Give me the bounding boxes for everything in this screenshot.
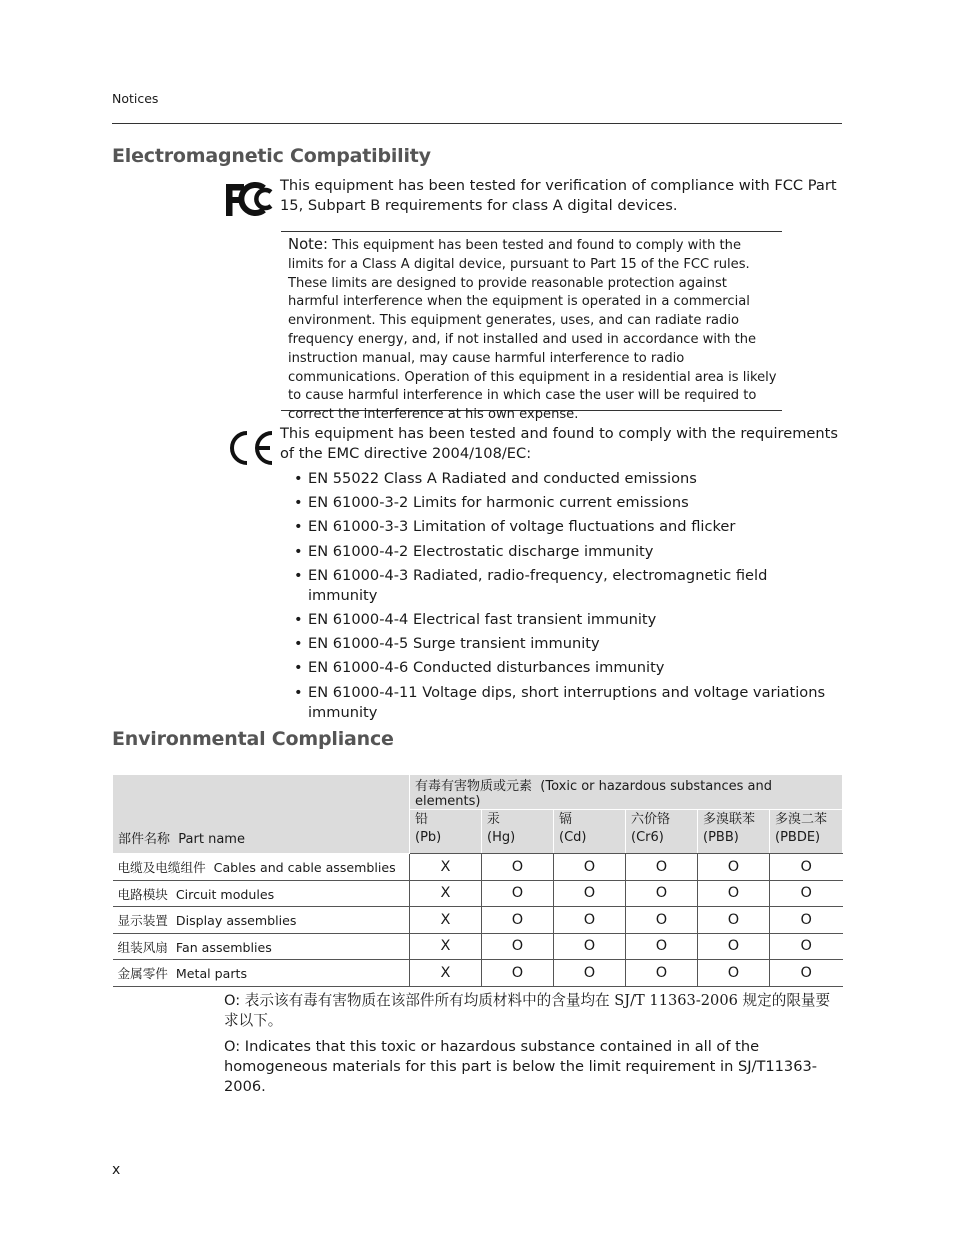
legend-english: O: Indicates that this toxic or hazardous substance contained in all of the homogeneous materials for this part is below the limit requirement in SJ/T11363-2006. <box>224 1038 818 1095</box>
value-cell: X <box>410 880 482 907</box>
emc-standards-list <box>294 469 834 727</box>
value-cell: O <box>626 854 698 881</box>
list-item: • EN 61000-4-2 Electrostatic discharge immunity <box>294 542 654 560</box>
value-cell: X <box>410 933 482 960</box>
table-row <box>113 907 843 934</box>
substance-header: 六价铬 (Cr6) <box>626 810 698 854</box>
ce-compliance-text: This equipment has been tested and found to comply with the requirements of the EMC directive 2004/108/EC: <box>280 425 838 462</box>
value-cell: X <box>410 907 482 934</box>
table-row <box>113 854 843 881</box>
env-section-title: Environmental Compliance <box>112 728 394 750</box>
value-cell: O <box>626 933 698 960</box>
part-name-cell: 电缆及电缆组件 Cables and cable assemblies <box>113 854 410 881</box>
value-cell: O <box>482 960 554 987</box>
value-cell: O <box>698 907 770 934</box>
value-cell: X <box>410 960 482 987</box>
list-item: • EN 61000-4-5 Surge transient immunity <box>294 635 600 653</box>
value-cell: O <box>554 960 626 987</box>
table-row <box>113 880 843 907</box>
running-header: Notices <box>112 91 159 106</box>
part-name-header: 部件名称 Part name <box>113 775 410 854</box>
value-cell: O <box>482 880 554 907</box>
list-item: • EN 61000-3-2 Limits for harmonic current emissions <box>294 494 689 512</box>
substance-header: 镉 (Cd) <box>554 810 626 854</box>
value-cell: O <box>482 854 554 881</box>
value-cell: O <box>770 960 843 987</box>
substance-header: 汞 (Hg) <box>482 810 554 854</box>
list-item: • EN 55022 Class A Radiated and conducted emissions <box>294 470 697 487</box>
note-label: Note: <box>288 236 329 253</box>
part-name-cell: 显示装置 Display assemblies <box>113 907 410 934</box>
substance-header: 多溴联苯 (PBB) <box>698 810 770 854</box>
list-item: • EN 61000-4-3 Radiated, radio-frequency, electromagnetic field immunity <box>294 566 768 604</box>
value-cell: O <box>698 960 770 987</box>
fcc-note <box>288 236 778 425</box>
table-row <box>113 960 843 987</box>
fcc-note-box <box>281 231 782 423</box>
value-cell: O <box>554 907 626 934</box>
substance-header: 多溴二苯 (PBDE) <box>770 810 843 854</box>
list-item: • EN 61000-4-11 Voltage dips, short interruptions and voltage variations immunity <box>294 683 826 721</box>
emc-section-title: Electromagnetic Compatibility <box>112 145 431 167</box>
header-divider <box>112 123 842 124</box>
ce-mark-icon <box>226 428 276 468</box>
value-cell: O <box>554 854 626 881</box>
list-item: • EN 61000-4-6 Conducted disturbances immunity <box>294 659 665 677</box>
part-name-cell: 组装风扇 Fan assemblies <box>113 933 410 960</box>
legend-chinese: O: 表示该有毒有害物质在该部件所有均质材料中的含量均在 SJ/T 11363-2006 规定的限量要求以下。 <box>224 992 831 1029</box>
value-cell: O <box>482 933 554 960</box>
value-cell: O <box>698 854 770 881</box>
substances-group-header: 有毒有害物质或元素 (Toxic or hazardous substances and elements) <box>410 775 843 810</box>
part-name-cell: 电路模块 Circuit modules <box>113 880 410 907</box>
value-cell: O <box>770 880 843 907</box>
table-row <box>113 933 843 960</box>
value-cell: O <box>770 933 843 960</box>
value-cell: O <box>770 907 843 934</box>
note-body: This equipment has been tested and found to comply with the limits for a Class A digital device, pursuant to Part 15 of the FCC rules. These limits are designed to provide reasonable protection against harmful interference when the equipment is operated in a commercial environment. This equipment generates, uses, and can radiate radio frequency energy, and, if not installed and used in accordance with the instruction manual, may cause harmful interference to radio communications. Operation of this equipment in a residential area is likely to cause harmful interference in which case the user will be required to correct the interference at his own expense. <box>288 238 777 423</box>
fcc-compliance-text: This equipment has been tested for verification of compliance with FCC Part 15, Subpart B requirements for class A digital devices. <box>280 177 837 214</box>
value-cell: X <box>410 854 482 881</box>
value-cell: O <box>698 880 770 907</box>
page-number: x <box>112 1162 121 1178</box>
value-cell: O <box>626 960 698 987</box>
value-cell: O <box>698 933 770 960</box>
hazardous-substances-table <box>112 774 843 987</box>
substance-header: 铅 (Pb) <box>410 810 482 854</box>
value-cell: O <box>770 854 843 881</box>
value-cell: O <box>626 880 698 907</box>
value-cell: O <box>554 933 626 960</box>
fcc-logo-icon <box>224 180 276 218</box>
list-item: • EN 61000-4-4 Electrical fast transient immunity <box>294 610 657 628</box>
value-cell: O <box>482 907 554 934</box>
value-cell: O <box>626 907 698 934</box>
part-name-cell: 金属零件 Metal parts <box>113 960 410 987</box>
list-item: • EN 61000-3-3 Limitation of voltage fluctuations and flicker <box>294 518 736 536</box>
value-cell: O <box>554 880 626 907</box>
